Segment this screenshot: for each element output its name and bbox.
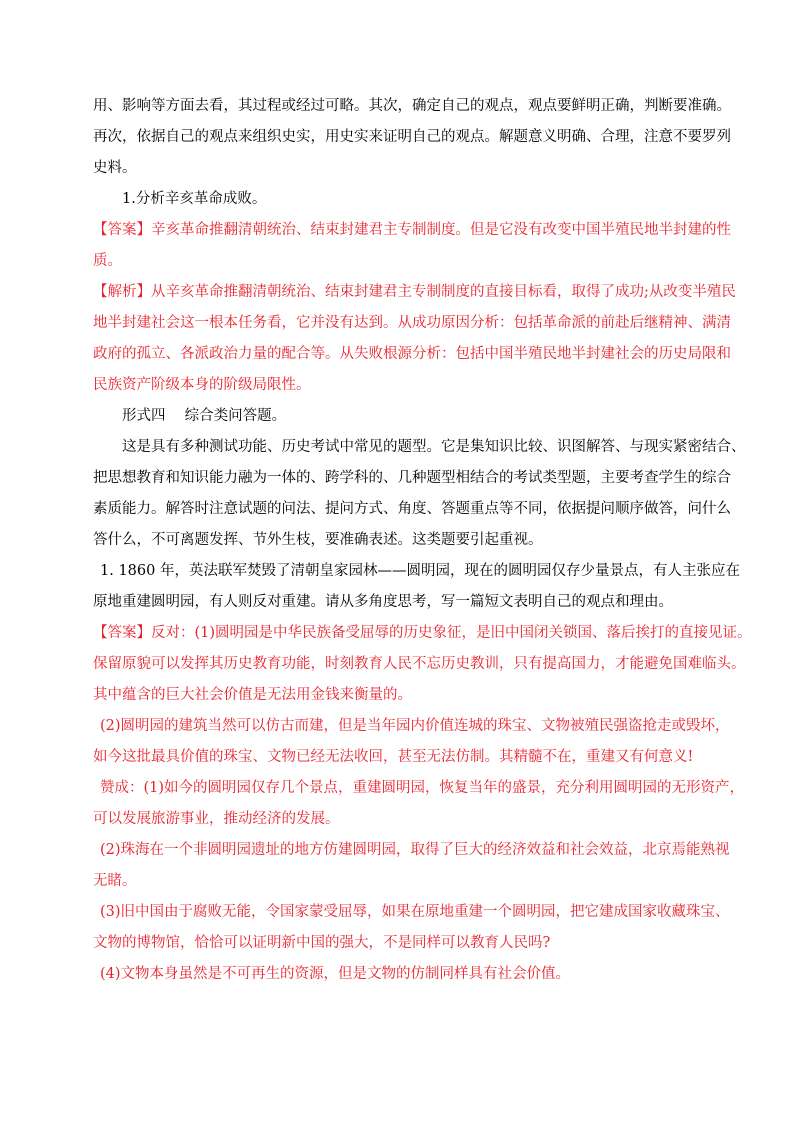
answer-line: 保留原貌可以发挥其历史教育功能，时刻教育人民不忘历史教训，只有提高国力，才能避免国难临头。 (93, 656, 746, 672)
text-line: 把思想教育和知识能力融为一体的、跨学科的、几种题型相结合的考试类型题，主要考查学生的综合 (93, 470, 731, 486)
answer-line: 赞成：(1)如今的圆明园仅存几个景点，重建圆明园，恢复当年的盛景，充分利用圆明园的无形资产， (100, 780, 745, 796)
text-line: 素质能力。解答时注意试题的问法、提问方式、角度、答题重点等不同，依据提问顺序做答，问什么 (93, 501, 731, 517)
section-heading: 形式四 综合类问答题。 (122, 408, 287, 424)
analysis-line: 政府的孤立、各派政治力量的配合等。从失败根源分析：包括中国半殖民地半封建社会的历史局限和 (93, 346, 731, 362)
question-line: 1.分析辛亥革命成败。 (122, 191, 267, 207)
answer-line: (4)文物本身虽然是不可再生的资源，但是文物的仿制同样具有社会价值。 (100, 966, 571, 982)
text-line: 史料。 (93, 160, 137, 176)
answer-line: 如今这批最具价值的珠宝、文物已经无法收回，甚至无法仿制。其精髓不在，重建又有何意义! (93, 749, 694, 765)
answer-line: (2)珠海在一个非圆明园遗址的地方仿建圆明园，取得了巨大的经济效益和社会效益，北京焉能熟视 (100, 842, 730, 858)
question-line: 1. 1860 年，英法联军焚毁了清朝皇家园林——圆明园，现在的圆明园仅存少量景点，有人主张应在 (100, 563, 740, 579)
analysis-line: 地半封建社会这一根本任务看，它并没有达到。从成功原因分析：包括革命派的前赴后继精神、满清 (93, 315, 731, 331)
answer-line: 【答案】辛亥革命推翻清朝统治、结束封建君主专制制度。但是它没有改变中国半殖民地半封建的性 (93, 222, 731, 238)
answer-line: 其中蕴含的巨大社会价值是无法用金钱来衡量的。 (93, 687, 412, 703)
answer-line: 可以发展旅游事业，推动经济的发展。 (93, 811, 340, 827)
answer-line: 文物的博物馆，恰恰可以证明新中国的强大，不是同样可以教育人民吗? (93, 935, 551, 951)
text-line: 用、影响等方面去看，其过程或经过可略。其次，确定自己的观点，观点要鲜明正确，判断要准确。 (93, 98, 731, 114)
analysis-line: 【解析】从辛亥革命推翻清朝统治、结束封建君主专制制度的直接目标看，取得了成功;从改变半殖民 (93, 284, 736, 300)
answer-line: (2)圆明园的建筑当然可以仿古而建，但是当年园内价值连城的珠宝、文物被殖民强盗抢走或毁坏， (100, 718, 730, 734)
text-line: 答什么，不可离题发挥、节外生枝，要准确表述。这类题要引起重视。 (93, 532, 543, 548)
text-line: 再次，依据自己的观点来组织史实，用史实来证明自己的观点。解题意义明确、合理，注意不要罗列 (93, 129, 731, 145)
answer-line: 【答案】反对：(1)圆明园是中华民族备受屈辱的历史象征，是旧中国闭关锁国、落后挨打的直接见证。 (93, 625, 752, 641)
answer-line: 质。 (93, 253, 122, 269)
answer-line: 无睹。 (93, 873, 137, 889)
analysis-line: 民族资产阶级本身的阶级局限性。 (93, 377, 311, 393)
answer-line: (3)旧中国由于腐败无能，令国家蒙受屈辱，如果在原地重建一个圆明园，把它建成国家收藏珠宝、 (100, 904, 730, 920)
text-line: 这是具有多种测试功能、历史考试中常见的题型。它是集知识比较、识图解答、与现实紧密结合、 (122, 439, 746, 455)
question-line: 原地重建圆明园，有人则反对重建。请从多角度思考，写一篇短文表明自己的观点和理由。 (93, 594, 673, 610)
